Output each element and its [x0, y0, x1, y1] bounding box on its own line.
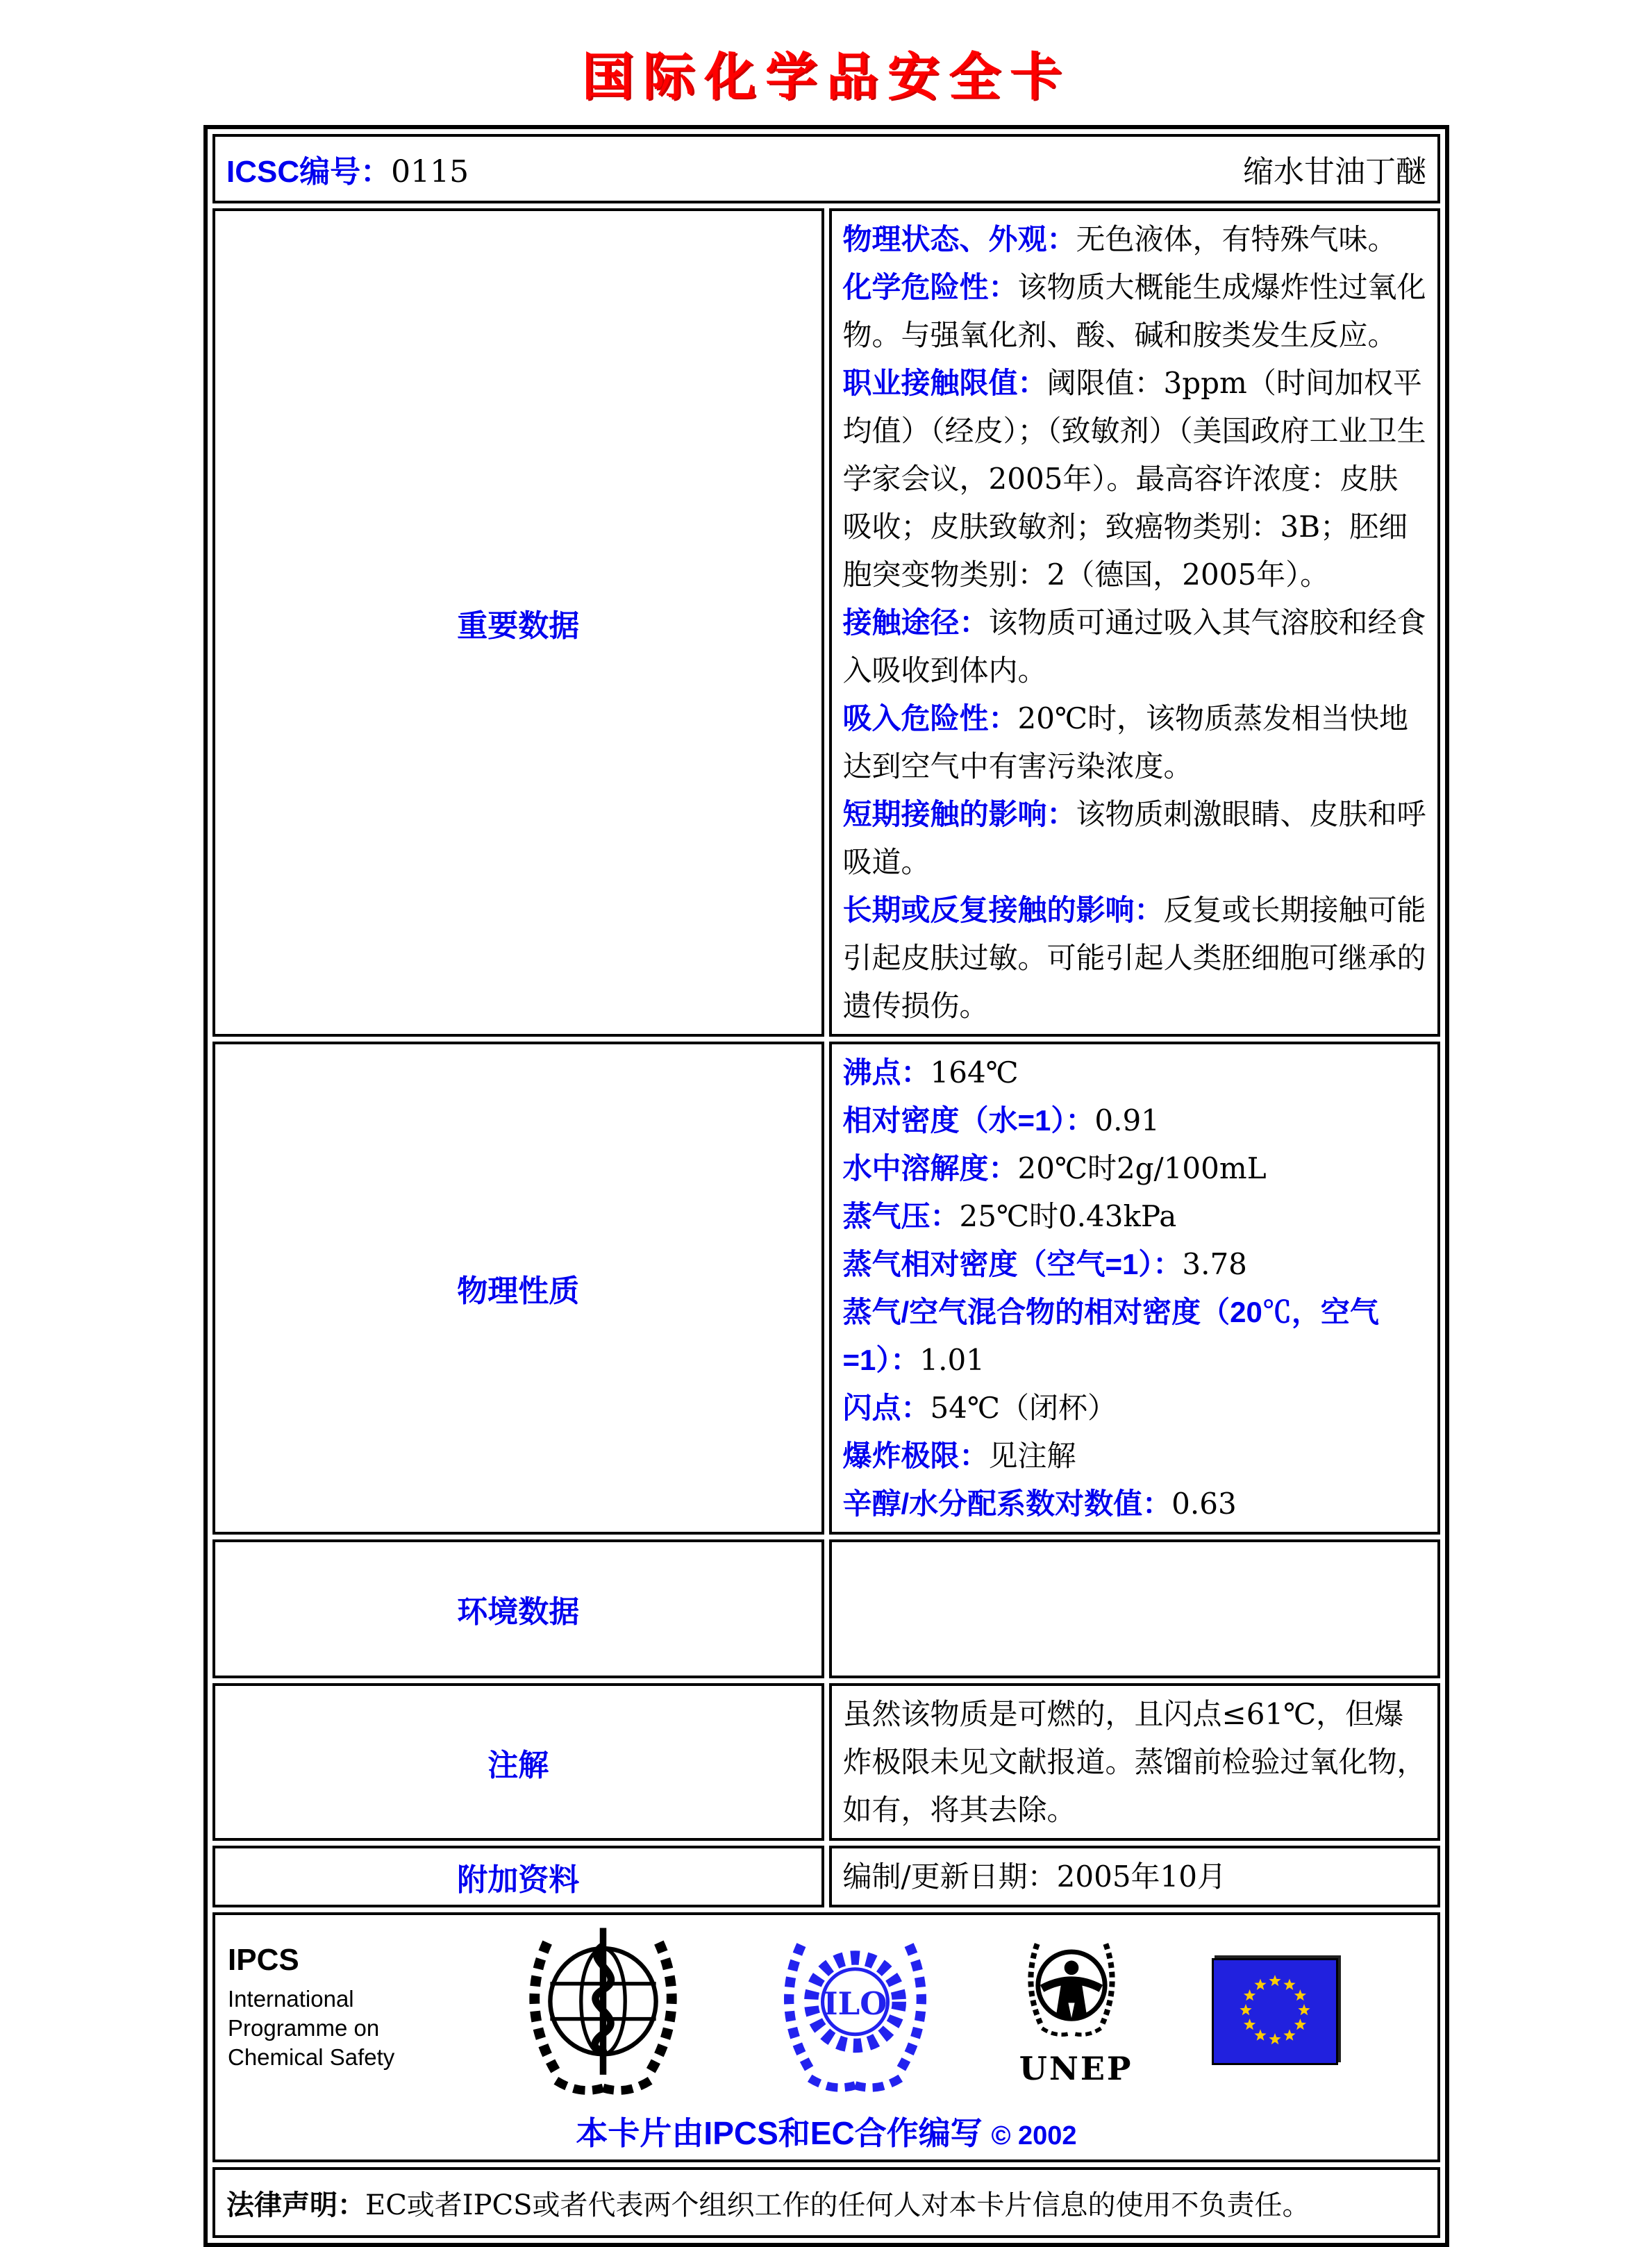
data-item — [843, 215, 1427, 263]
data-item — [843, 790, 1427, 886]
data-item — [843, 1192, 1427, 1240]
property-value: 该物质可通过吸入其气溶胶和经食入吸收到体内。 — [842, 605, 1426, 687]
property-label: 吸入危险性： — [842, 702, 1018, 735]
unep-logo — [1019, 1936, 1133, 2087]
additional-info-content — [829, 1846, 1441, 1907]
property-value: 该物质刺激眼睛、皮肤和呼吸道。 — [842, 797, 1426, 879]
ilo-icon — [770, 1925, 940, 2098]
property-label: 短期接触的影响： — [842, 798, 1076, 830]
section-label-environment-data: 环境数据 — [212, 1539, 824, 1678]
data-item — [843, 1240, 1427, 1288]
legal-text: EC或者IPCS或者代表两个组织工作的任何人对本卡片信息的使用不负责任。 — [365, 2189, 1310, 2221]
additional-info-row — [212, 1846, 1440, 1907]
property-label: 蒸气压： — [842, 1200, 960, 1233]
data-item — [843, 1288, 1427, 1384]
property-value: 54℃（闭杯） — [930, 1391, 1117, 1425]
property-label: 物理状态、外观： — [842, 223, 1076, 256]
property-label: 辛醇/水分配系数对数值： — [842, 1487, 1172, 1520]
unep-icon — [1019, 1936, 1133, 2055]
physical-properties-row — [212, 1042, 1440, 1535]
property-label: 沸点： — [842, 1056, 931, 1089]
ipcs-line1: International — [228, 1986, 354, 2012]
property-value: 25℃时0.43kPa — [959, 1199, 1177, 1233]
page-title: 国际化学品安全卡 — [582, 48, 1071, 106]
physical-properties-content — [829, 1042, 1441, 1535]
logos-cell — [212, 1912, 1440, 2162]
property-label: 蒸气相对密度（空气=1）： — [842, 1248, 1183, 1280]
property-label: 相对密度（水=1）： — [842, 1104, 1095, 1137]
important-data-row — [212, 208, 1440, 1037]
copyright-text: © 2002 — [991, 2121, 1077, 2150]
property-value: 无色液体，有特殊气味。 — [1076, 222, 1397, 256]
notes-text: 虽然该物质是可燃的，且闪点≤61℃，但爆炸极限未见文献报道。蒸馏前检验过氧化物，如有，将其去除。 — [842, 1697, 1426, 1827]
notes-row — [212, 1683, 1440, 1841]
header-cell — [212, 134, 1440, 203]
environment-data-row — [212, 1539, 1440, 1678]
section-label-physical-properties: 物理性质 — [212, 1042, 824, 1535]
data-item — [843, 694, 1427, 790]
property-label: 化学危险性： — [842, 271, 1018, 303]
credit-text: 本卡片由IPCS和EC合作编写 — [576, 2115, 983, 2151]
data-item — [843, 1480, 1427, 1528]
credit-line — [215, 2108, 1437, 2154]
environment-data-content — [829, 1539, 1441, 1678]
property-value: 反复或长期接触可能引起皮肤过敏。可能引起人类胚细胞可继承的遗传损伤。 — [842, 893, 1426, 1023]
property-value: 164℃ — [930, 1055, 1019, 1089]
property-value: 3.78 — [1182, 1247, 1247, 1281]
data-item — [843, 1096, 1427, 1144]
icsc-number — [226, 147, 469, 191]
ipcs-acronym: IPCS — [228, 1943, 299, 1977]
section-label-notes: 注解 — [212, 1683, 824, 1841]
who-icon — [515, 1922, 692, 2101]
legal-label: 法律声明： — [226, 2189, 365, 2221]
property-label: 闪点： — [842, 1392, 931, 1424]
data-item — [843, 599, 1427, 694]
section-label-additional-info: 附加资料 — [212, 1846, 824, 1907]
property-value: 该物质大概能生成爆炸性过氧化物。与强氧化剂、酸、碱和胺类发生反应。 — [842, 270, 1426, 352]
icsc-card — [203, 125, 1449, 2247]
data-item — [843, 1432, 1427, 1480]
ipcs-line3: Chemical Safety — [228, 2044, 395, 2070]
property-value: 0.91 — [1094, 1103, 1160, 1137]
property-label: 爆炸极限： — [842, 1439, 989, 1472]
important-data-content — [829, 208, 1441, 1037]
data-item — [843, 886, 1427, 1030]
ipcs-line2: Programme on — [228, 2015, 380, 2041]
icsc-number-value: 0115 — [391, 154, 469, 190]
icsc-number-label: ICSC编号： — [226, 155, 392, 189]
property-value: 1.01 — [919, 1343, 985, 1377]
eu-flag-icon — [1212, 1958, 1338, 2065]
property-label: 水中溶解度： — [842, 1152, 1018, 1185]
data-item — [843, 359, 1427, 599]
property-value: 阈限值：3ppm（时间加权平均值）（经皮）；（致敏剂）（美国政府工业卫生学家会议，2005年）。最高容许浓度：皮肤吸收；皮肤致敏剂；致癌物类别：3B；胚细胞突变物类别：2（德国，2005年）。 — [842, 366, 1426, 592]
data-item — [843, 1384, 1427, 1432]
property-label: 长期或反复接触的影响： — [842, 894, 1164, 926]
property-label: 蒸气/空气混合物的相对密度（20℃，空气=1）： — [842, 1296, 1379, 1376]
header-row — [212, 134, 1440, 203]
property-value: 20℃时2g/100mL — [1017, 1151, 1267, 1185]
substance-name: 缩水甘油丁醚 — [1243, 154, 1426, 190]
data-item — [843, 1049, 1427, 1096]
legal-cell — [212, 2167, 1440, 2238]
section-label-important-data: 重要数据 — [212, 208, 824, 1037]
notes-content — [829, 1683, 1441, 1841]
additional-info-text: 编制/更新日期：2005年10月 — [842, 1860, 1226, 1894]
property-value: 20℃时，该物质蒸发相当快地达到空气中有害污染浓度。 — [842, 701, 1408, 783]
property-value: 0.63 — [1171, 1487, 1237, 1521]
data-item — [843, 263, 1427, 359]
property-label: 职业接触限值： — [842, 367, 1047, 399]
property-value: 见注解 — [988, 1439, 1076, 1473]
property-label: 接触途径： — [842, 606, 989, 639]
ipcs-block — [215, 1922, 436, 2072]
legal-row — [212, 2167, 1440, 2238]
data-item — [843, 1144, 1427, 1192]
svg-text:ILO: ILO — [824, 1985, 887, 2023]
logos-row — [212, 1912, 1440, 2162]
unep-caption: UNEP — [1019, 2050, 1133, 2087]
